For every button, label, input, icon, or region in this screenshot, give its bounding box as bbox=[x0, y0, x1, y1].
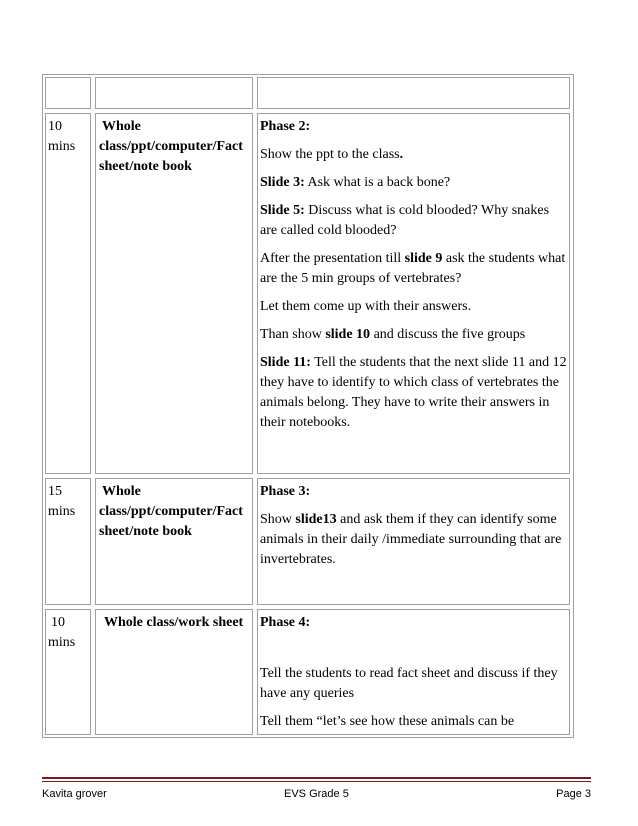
activity-paragraph: Than show slide 10 and discuss the five groups bbox=[260, 327, 526, 342]
group-line: sheet/note book bbox=[99, 524, 192, 539]
time-cell bbox=[45, 478, 91, 605]
activity-paragraph: Slide 11: Tell the students that the next slide 11 and 12 they have to identify to which class of vertebrates the animals belong. They have to write their answers in their notebooks. bbox=[260, 355, 567, 430]
footer-title: EVS Grade 5 bbox=[284, 788, 349, 800]
group-line: Whole bbox=[102, 484, 141, 499]
activity-cell bbox=[257, 478, 570, 605]
group-line: sheet/note book bbox=[99, 159, 192, 174]
group-cell bbox=[95, 113, 253, 474]
activity-cell bbox=[257, 609, 570, 735]
footer-author: Kavita grover bbox=[42, 788, 107, 800]
activity-paragraph: Slide 3: Ask what is a back bone? bbox=[260, 175, 451, 190]
footer-page-number: Page 3 bbox=[556, 788, 591, 800]
footer-rule bbox=[42, 777, 591, 779]
group-cell bbox=[95, 478, 253, 605]
footer-rule bbox=[42, 781, 591, 782]
group-cell bbox=[95, 609, 253, 735]
time-value: 15 bbox=[48, 484, 62, 499]
group-line: class/ppt/computer/Fact bbox=[99, 504, 243, 519]
activity-paragraph: Let them come up with their answers. bbox=[260, 299, 472, 314]
phase-title: Phase 3: bbox=[260, 484, 311, 499]
empty-cell-group bbox=[95, 77, 253, 109]
time-value: 10 bbox=[51, 615, 65, 630]
activity-paragraph: Tell the students to read fact sheet and discuss if they have any queries bbox=[260, 666, 558, 701]
group-line: class/ppt/computer/Fact bbox=[99, 139, 243, 154]
group-line: Whole bbox=[102, 119, 141, 134]
group-line: Whole class/work sheet bbox=[104, 615, 244, 630]
phase-title: Phase 4: bbox=[260, 615, 311, 630]
time-cell bbox=[45, 609, 91, 735]
empty-cell-activity bbox=[257, 77, 570, 109]
time-cell bbox=[45, 113, 91, 474]
time-unit: mins bbox=[48, 139, 76, 154]
activity-paragraph: Slide 5: Discuss what is cold blooded? Why snakes are called cold blooded? bbox=[260, 203, 550, 238]
time-unit: mins bbox=[48, 504, 76, 519]
activity-cell bbox=[257, 113, 570, 474]
lesson-plan-table bbox=[42, 74, 574, 738]
empty-cell-time bbox=[45, 77, 91, 109]
activity-paragraph: Tell them “let’s see how these animals can be bbox=[260, 714, 515, 729]
time-value: 10 bbox=[48, 119, 62, 134]
activity-paragraph: Show the ppt to the class. bbox=[260, 147, 404, 162]
phase-title: Phase 2: bbox=[260, 119, 311, 134]
activity-paragraph: Show slide13 and ask them if they can identify some animals in their daily /immediate surrounding that are invertebrates. bbox=[260, 512, 562, 567]
activity-paragraph: After the presentation till slide 9 ask the students what are the 5 min groups of vertebrates? bbox=[260, 251, 566, 286]
time-unit: mins bbox=[48, 635, 76, 650]
